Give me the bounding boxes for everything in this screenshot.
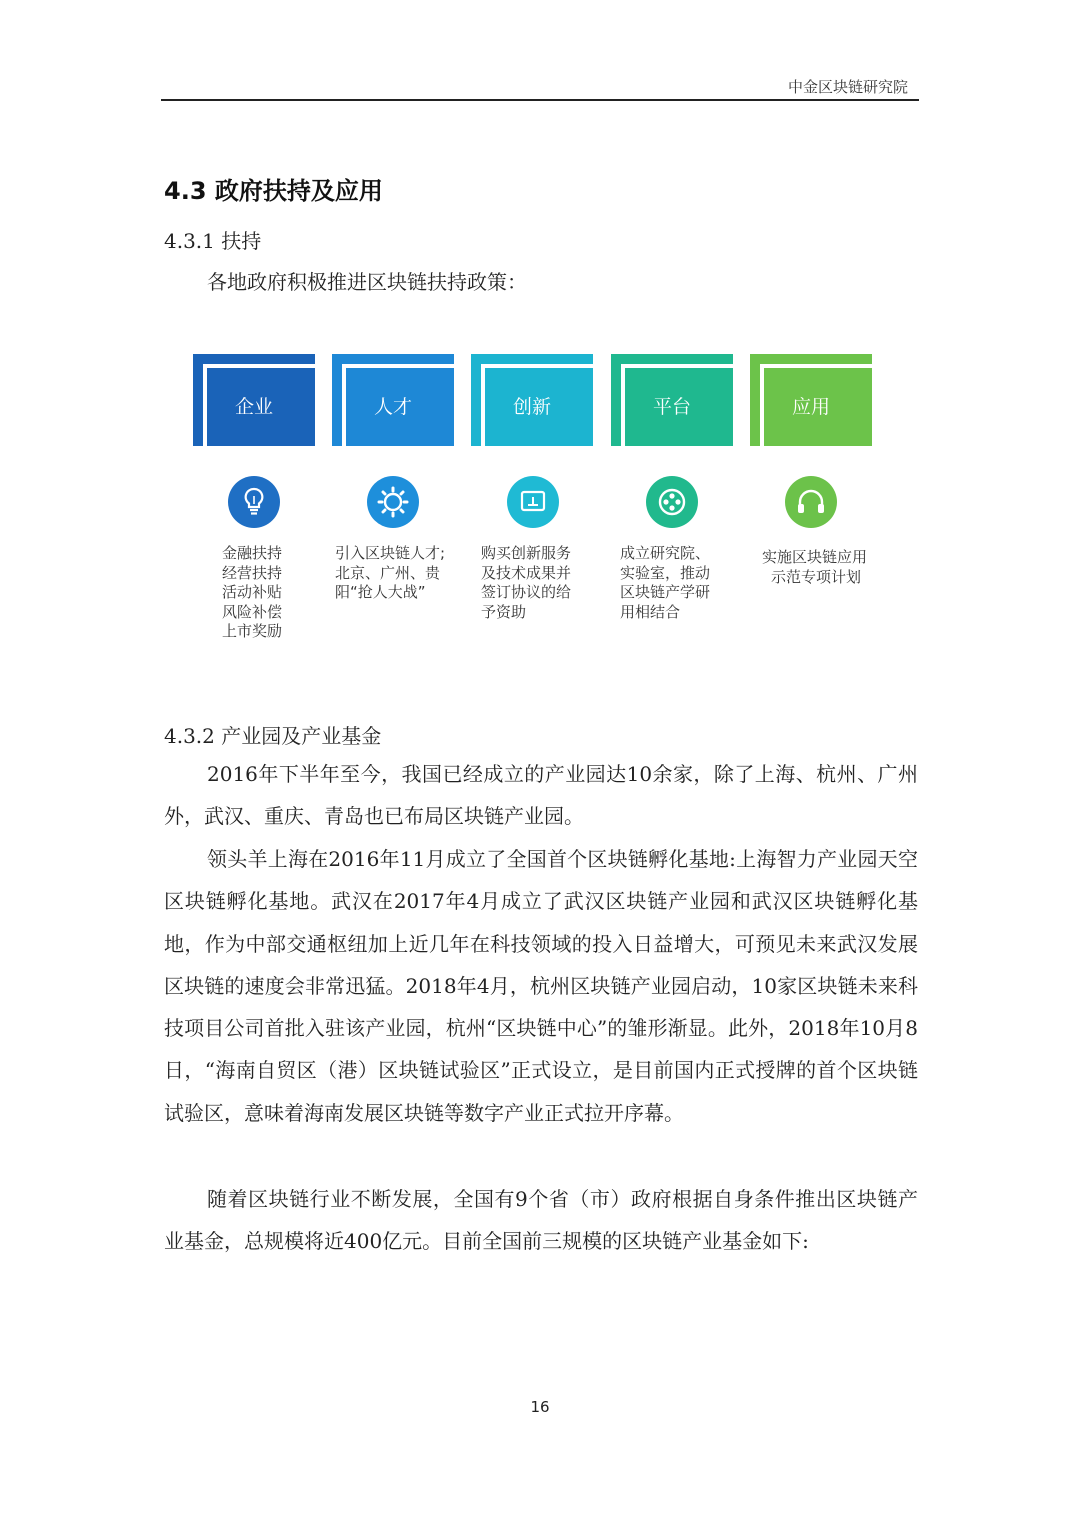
desc-line: 风险补偿 bbox=[222, 602, 283, 621]
desc-line: 阳“抢人大战” bbox=[335, 583, 426, 601]
desc-line: 购买创新服务 bbox=[481, 544, 572, 562]
desc-line: 经营扶持 bbox=[222, 563, 283, 582]
lightbulb-icon bbox=[228, 476, 280, 528]
film-reel-icon bbox=[646, 476, 698, 528]
pillar-desc-platform bbox=[620, 544, 710, 622]
desc-line: 北京、广州、贵 bbox=[335, 563, 441, 582]
header-rule bbox=[161, 99, 919, 101]
pillar-innovation bbox=[471, 354, 593, 446]
pillar-desc-innovation bbox=[481, 544, 571, 622]
subsection-title-support: 4.3.1 扶持 bbox=[164, 229, 262, 253]
pillar-talent bbox=[332, 354, 454, 446]
pillar-label: 创新 bbox=[512, 396, 551, 418]
paragraph: 随着区块链行业不断发展，全国有9个省（市）政府根据自身条件推出区块链产业基金，总规模将近400亿元。目前全国前三规模的区块链产业基金如下: bbox=[164, 1187, 918, 1254]
pillar-platform bbox=[611, 354, 733, 446]
pillar-desc-talent bbox=[335, 544, 445, 603]
header-org: 中金区块链研究院 bbox=[787, 78, 908, 96]
pillar-desc-application bbox=[762, 548, 867, 587]
desc-line: 予资助 bbox=[481, 602, 527, 621]
pillar-desc-enterprise bbox=[222, 544, 282, 642]
support-intro: 各地政府积极推进区块链扶持政策： bbox=[207, 270, 527, 294]
subsection-title-parks: 4.3.2 产业园及产业基金 bbox=[164, 724, 382, 748]
pillar-label: 应用 bbox=[791, 396, 830, 418]
desc-line: 实验室，推动 bbox=[620, 563, 711, 582]
desc-line: 活动补贴 bbox=[222, 583, 283, 601]
pillar-application bbox=[750, 354, 872, 446]
pillar-label: 企业 bbox=[234, 396, 273, 418]
desc-line: 区块链产学研 bbox=[620, 583, 711, 601]
desc-line: 金融扶持 bbox=[222, 544, 283, 562]
pillar-enterprise bbox=[193, 354, 315, 446]
desc-line: 及技术成果并 bbox=[481, 563, 572, 582]
desc-line: 用相结合 bbox=[620, 602, 681, 621]
desc-line: 签订协议的给 bbox=[481, 583, 572, 601]
headphones-icon bbox=[785, 476, 837, 528]
desc-line: 示范专项计划 bbox=[771, 567, 862, 586]
page-number: 16 bbox=[530, 1398, 550, 1416]
screen-icon bbox=[507, 476, 559, 528]
paragraph: 领头羊上海在2016年11月成立了全国首个区块链孵化基地:上海智力产业园天空区块链孵化基地。武汉在2017年4月成立了武汉区块链产业园和武汉区块链孵化基地，作为中部交通枢纽加上近几年在科技领域的投入日益增大，可预见未来武汉发展区块链的速度会非常迅猛。2018年4月，杭州区块链产业园启动，10家区块链未来科技项目公司首批入驻该产业园，杭州“区块链中心”的雏形渐显。此外，2018年10月8日，“海南自贸区（港）区块链试验区”正式设立，是目前国内正式授牌的首个区块链试验区，意味着海南发展区块链等数字产业正式拉开序幕。 bbox=[164, 847, 918, 1125]
desc-line: 实施区块链应用 bbox=[762, 548, 868, 566]
paragraph: 2016年下半年至今，我国已经成立的产业园达10余家，除了上海、杭州、广州外，武汉、重庆、青岛也已布局区块链产业园。 bbox=[164, 762, 918, 829]
desc-line: 引入区块链人才; bbox=[335, 544, 446, 562]
desc-line: 成立研究院、 bbox=[620, 544, 711, 562]
desc-line: 上市奖励 bbox=[222, 622, 283, 640]
pillar-label: 人才 bbox=[373, 396, 412, 418]
section-title: 4.3 政府扶持及应用 bbox=[164, 177, 383, 205]
gear-icon bbox=[367, 476, 419, 528]
pillar-label: 平台 bbox=[652, 396, 691, 418]
